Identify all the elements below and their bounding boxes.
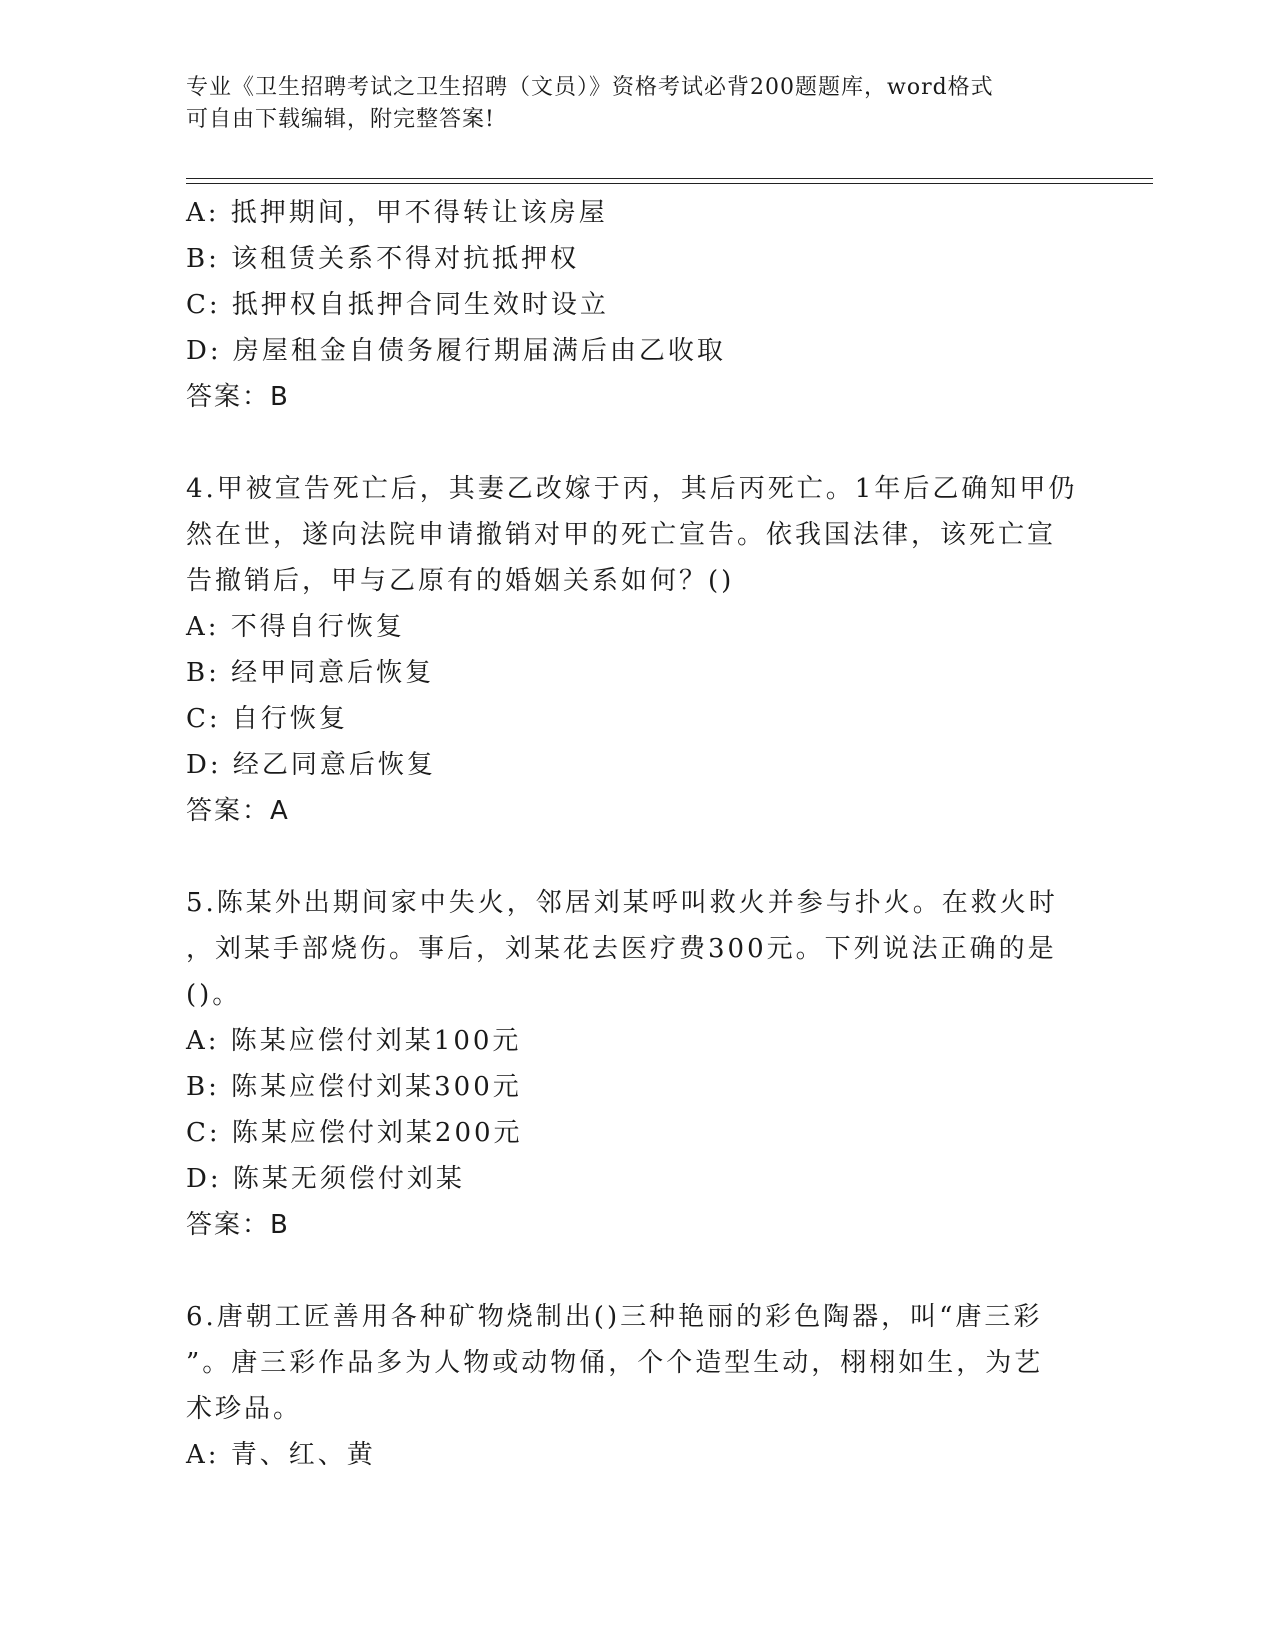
stem-line: 6.唐朝工匠善用各种矿物烧制出()三种艳丽的彩色陶器，叫“唐三彩: [186, 1302, 1043, 1332]
answer: 答案：B: [186, 382, 290, 412]
header-line-1: 专业《卫生招聘考试之卫生招聘（文员）》资格考试必背200题题库，word格式: [186, 75, 994, 100]
stem-line: 4.甲被宣告死亡后，其妻乙改嫁于丙，其后丙死亡。1年后乙确知甲仍: [186, 474, 1078, 504]
document-header: [186, 72, 1086, 136]
option-b: B: 该租赁关系不得对抗抵押权: [186, 244, 580, 274]
option-c: C: 抵押权自抵押合同生效时设立: [186, 290, 609, 320]
stem-line: ，刘某手部烧伤。事后，刘某花去医疗费300元。下列说法正确的是: [186, 934, 1057, 964]
stem-line: ()。: [186, 980, 242, 1010]
question-4: [186, 466, 1086, 834]
question-5: [186, 880, 1086, 1248]
spacer: [186, 834, 1086, 880]
option-b: B: 陈某应偿付刘某300元: [186, 1072, 522, 1102]
header-divider-top: [186, 178, 1153, 179]
answer: 答案：B: [186, 1210, 290, 1240]
stem-line: 告撤销后，甲与乙原有的婚姻关系如何？(): [186, 566, 735, 596]
stem-line: 术珍品。: [186, 1394, 303, 1424]
spacer: [186, 1248, 1086, 1294]
option-c: C: 自行恢复: [186, 704, 348, 734]
option-a: A: 陈某应偿付刘某100元: [186, 1026, 522, 1056]
question-stem: [186, 466, 1086, 604]
stem-line: 然在世，遂向法院申请撤销对甲的死亡宣告。依我国法律，该死亡宣: [186, 520, 1057, 550]
question-3: [186, 190, 1086, 420]
stem-line: ”。唐三彩作品多为人物或动物俑，个个造型生动，栩栩如生，为艺: [186, 1348, 1044, 1378]
spacer: [186, 420, 1086, 466]
question-stem: [186, 880, 1086, 1018]
option-b: B: 经甲同意后恢复: [186, 658, 435, 688]
option-a: A: 不得自行恢复: [186, 612, 405, 642]
answer: 答案：A: [186, 796, 290, 826]
header-line-2: 可自由下载编辑，附完整答案!: [186, 107, 495, 132]
option-d: D: 房屋租金自债务履行期届满后由乙收取: [186, 336, 726, 366]
stem-line: 5.陈某外出期间家中失火，邻居刘某呼叫救火并参与扑火。在救火时: [186, 888, 1058, 918]
header-divider-bottom: [186, 183, 1153, 184]
option-c: C: 陈某应偿付刘某200元: [186, 1118, 523, 1148]
question-list: [186, 190, 1086, 1478]
option-a: A: 抵押期间，甲不得转让该房屋: [186, 198, 608, 228]
option-d: D: 经乙同意后恢复: [186, 750, 436, 780]
question-6: [186, 1294, 1086, 1478]
option-d: D: 陈某无须偿付刘某: [186, 1164, 465, 1194]
option-a: A: 青、红、黄: [186, 1440, 376, 1470]
question-stem: [186, 1294, 1086, 1432]
